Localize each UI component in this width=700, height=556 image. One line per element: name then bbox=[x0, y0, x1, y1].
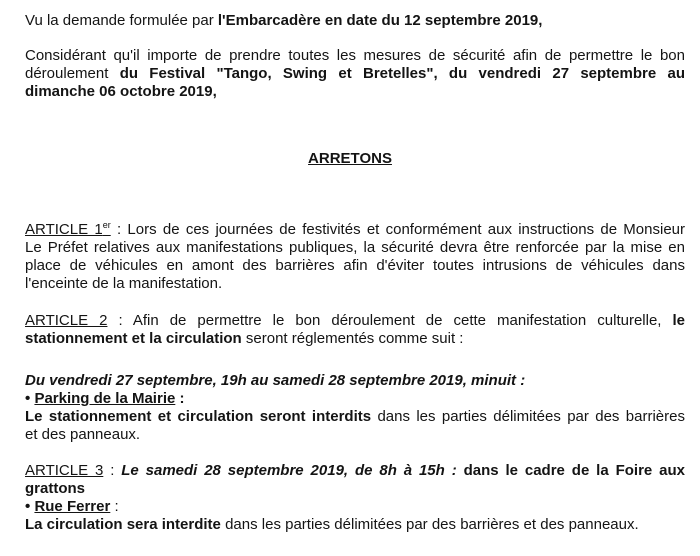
festival-end-date: dimanche 06 octobre 2019, bbox=[25, 83, 217, 100]
article-1-line-1 bbox=[25, 221, 685, 239]
article-2-place-line bbox=[25, 390, 685, 408]
arretons-title: ARRETONS bbox=[308, 150, 392, 167]
considerant-paragraph bbox=[25, 47, 685, 101]
article-2-place-colon: : bbox=[175, 390, 185, 407]
article-3-line-1 bbox=[25, 462, 685, 480]
bullet-icon: • bbox=[25, 498, 31, 515]
article-2 bbox=[25, 312, 685, 348]
article-2-bold-word: le bbox=[672, 312, 685, 329]
article-3-period: Le samedi 28 septembre 2019, de 8h à 15h : bbox=[121, 462, 457, 479]
article-2-detail-text: dans les parties délimitées par des barrières bbox=[371, 408, 685, 425]
arretons-heading bbox=[0, 150, 700, 168]
article-2-period: Du vendredi 27 septembre, 19h au samedi 28 septembre 2019, minuit : bbox=[25, 372, 526, 389]
article-2-text-2: seront réglementés comme suit : bbox=[241, 330, 464, 347]
bullet-icon: • bbox=[25, 390, 31, 407]
article-3-detail-line bbox=[25, 516, 685, 534]
article-1 bbox=[25, 221, 685, 293]
article-2-label: ARTICLE 2 bbox=[25, 312, 108, 329]
considerant-text: déroulement bbox=[25, 65, 120, 82]
article-1-label-text: ARTICLE 1 bbox=[25, 221, 103, 238]
article-3-line-2 bbox=[25, 480, 685, 498]
article-3-detail-text: dans les parties délimitées par des barrières et des panneaux. bbox=[220, 516, 639, 533]
intro-paragraph bbox=[25, 12, 685, 30]
article-2-detail-line-1 bbox=[25, 408, 685, 426]
article-1-line-2: Le Préfet relatives aux manifestations publiques, la sécurité devra être renforcée par la mise en bbox=[25, 239, 685, 256]
article-2-text: : Afin de permettre le bon déroulement de cette manifestation culturelle, bbox=[107, 312, 673, 329]
article-3-detail-bold: La circulation sera interdite bbox=[25, 516, 221, 533]
article-1-text: : Lors de ces journées de festivités et conformément aux instructions de Monsieur bbox=[110, 221, 686, 238]
article-1-line-3: place de véhicules en amont des barrières afin d'éviter toutes intrusions de véhicules dans bbox=[25, 257, 685, 274]
article-2-details bbox=[25, 372, 685, 444]
article-2-line-1 bbox=[25, 312, 685, 330]
intro-text: Vu la demande formulée par bbox=[25, 12, 218, 29]
article-2-line-2 bbox=[25, 330, 685, 348]
article-2-detail-bold: Le stationnement et circulation seront interdits bbox=[25, 408, 372, 425]
article-2-bold-phrase: stationnement et la circulation bbox=[25, 330, 242, 347]
article-3-place-colon: : bbox=[110, 498, 119, 515]
article-3-text: dans le cadre de la Foire aux bbox=[456, 462, 685, 479]
article-1-label-sup: er bbox=[102, 220, 111, 230]
article-2-detail-line-2: et des panneaux. bbox=[25, 426, 141, 443]
considerant-line-3 bbox=[25, 83, 685, 101]
festival-name: du Festival "Tango, Swing et Bretelles", du vendredi 27 septembre au bbox=[119, 65, 685, 82]
considerant-line-2 bbox=[25, 65, 685, 83]
article-3-sep: : bbox=[103, 462, 122, 479]
article-3-label: ARTICLE 3 bbox=[25, 462, 104, 479]
considerant-line-1: Considérant qu'il importe de prendre toutes les mesures de sécurité afin de permettre le bon bbox=[25, 47, 685, 64]
article-1-label bbox=[25, 221, 111, 238]
article-2-place: Parking de la Mairie bbox=[34, 390, 176, 407]
article-3 bbox=[25, 462, 685, 534]
article-3-place-line bbox=[25, 498, 685, 516]
article-3-place: Rue Ferrer bbox=[34, 498, 111, 515]
article-1-line-4: l'enceinte de la manifestation. bbox=[25, 275, 223, 292]
article-3-grattons: grattons bbox=[25, 480, 85, 497]
intro-bold-text: l'Embarcadère en date du 12 septembre 2019, bbox=[217, 12, 543, 29]
